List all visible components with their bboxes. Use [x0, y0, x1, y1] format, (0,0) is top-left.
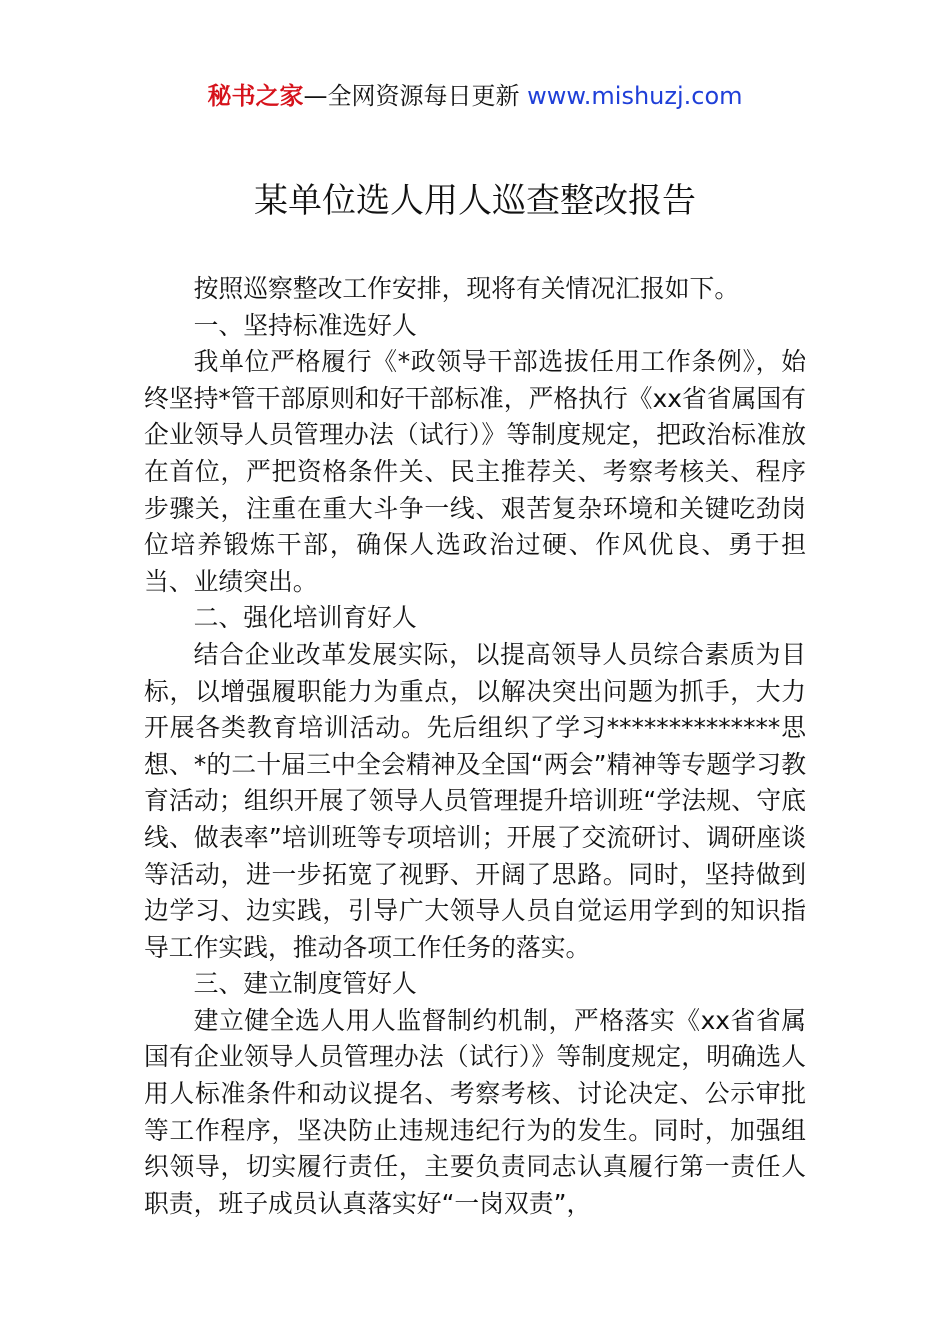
section-heading-3: 三、建立制度管好人	[193, 969, 417, 999]
site-tagline: —全网资源每日更新	[303, 82, 528, 110]
document-title: 某单位选人用人巡查整改报告	[254, 181, 696, 221]
document-body	[144, 271, 806, 1222]
section-paragraph-1: 我单位严格履行《*政领导干部选拔任用工作条例》，始终坚持*管干部原则和好干部标准，严格执行《xx省省属国有企业领导人员管理办法（试行）》等制度规定，把政治标准放在首位，严把资格条件关、民主推荐关、考察考核关、程序步骤关，注重在重大斗争一线、艰苦复杂环境和关键吃劲岗位培养锻炼干部，确保人选政治过硬、作风优良、勇于担当、业绩突出。	[144, 347, 806, 596]
intro-paragraph: 按照巡察整改工作安排，现将有关情况汇报如下。	[193, 274, 740, 303]
section-paragraph-2: 结合企业改革发展实际，以提高领导人员综合素质为目标，以增强履职能力为重点，以解决突出问题为抓手，大力开展各类教育培训活动。先后组织了学习**************思想、*的二十届三中全会精神及全国“两会”精神等专题学习教育活动；组织开展了领导人员管理提升培训班“学法规、守底线、做表率”培训班等专项培训；开展了交流研讨、调研座谈等活动，进一步拓宽了视野、开阔了思路。同时，坚持做到边学习、边实践，引导广大领导人员自觉运用学到的知识指导工作实践，推动各项工作任务的落实。	[144, 639, 806, 962]
site-banner	[0, 80, 950, 112]
section-paragraph-3: 建立健全选人用人监督制约机制，严格落实《xx省省属国有企业领导人员管理办法（试行）》等制度规定，明确选人用人标准条件和动议提名、考察考核、讨论决定、公示审批等工作程序，坚决防止违规违纪行为的发生。同时，加强组织领导，切实履行责任，主要负责同志认真履行第一责任人职责，班子成员认真落实好“一岗双责”，	[144, 1005, 806, 1218]
site-brand: 秘书之家	[207, 82, 304, 110]
site-url-link[interactable]: www.mishuzj.com	[527, 82, 743, 110]
section-heading-1: 一、坚持标准选好人	[193, 310, 417, 340]
section-heading-2: 二、强化培训育好人	[193, 603, 417, 633]
